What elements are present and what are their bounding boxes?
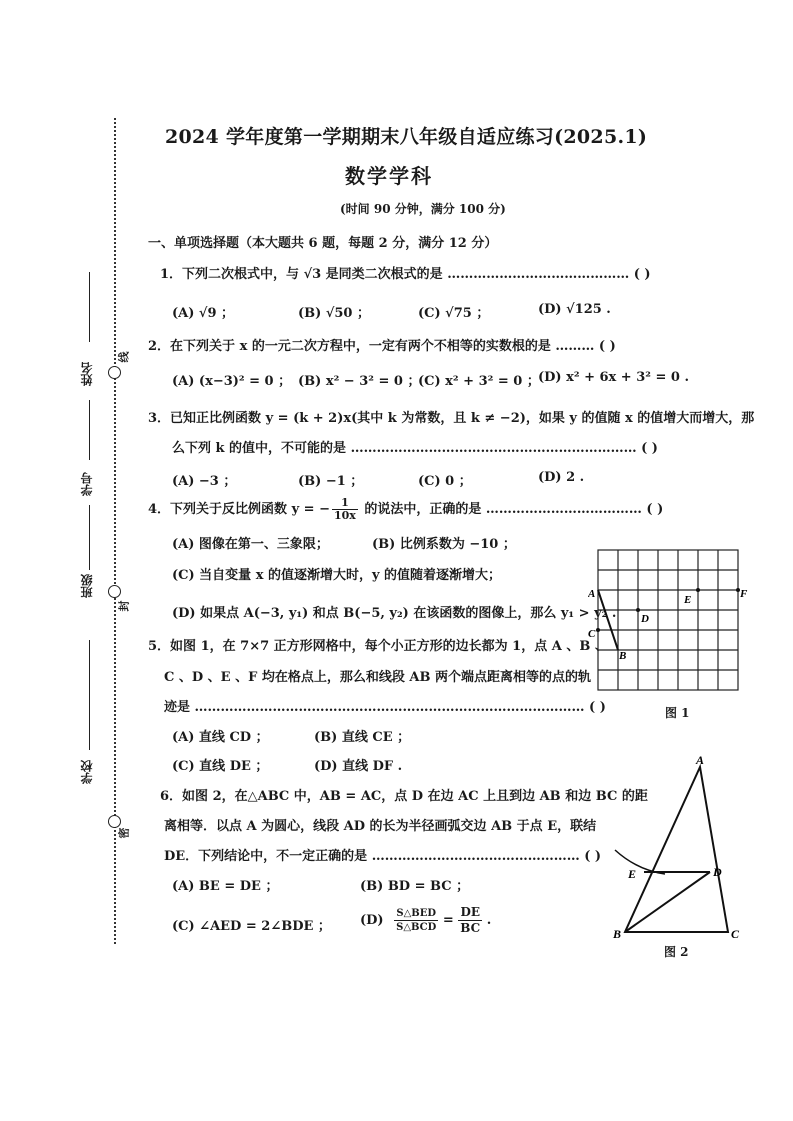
question-6-option-d-fraction-left [394, 907, 438, 934]
name-blank-line [89, 272, 90, 342]
section-heading: 一、单项选择题（本大题共 6 题，每题 2 分，满分 12 分） [148, 236, 498, 251]
exam-title: 2024 学年度第一学期期末八年级自适应练习(2025.1) [165, 126, 648, 148]
question-2-option-c: (C) x² + 3² = 0 ； [418, 374, 540, 389]
question-4-stem-pre: 4．下列关于反比例函数 y = − [148, 502, 330, 517]
point-b-label: B [619, 650, 627, 662]
point-f-label: F [740, 588, 748, 600]
student-id-label: 学号 [80, 472, 94, 496]
question-4-option-a: (A) 图像在第一、三象限； [172, 537, 329, 552]
question-6-option-b: (B) BD = BC ； [360, 879, 470, 894]
seal-char-line: 线 [117, 351, 131, 363]
question-5-stem: 5．如图 1，在 7×7 正方形网格中，每个小正方形的边长都为 1，点 A 、B 、 [148, 639, 608, 654]
question-6-option-d-fraction-right [458, 905, 482, 936]
question-2-stem: 2．在下列关于 x 的一元二次方程中，一定有两个不相等的实数根的是 ……… ( ) [148, 339, 616, 354]
seal-char-seal: 封 [117, 600, 131, 612]
point-e-dot [696, 588, 700, 592]
figure-1-grid [588, 545, 758, 695]
question-6-stem: 6．如图 2，在△ABC 中，AB = AC，点 D 在边 AC 上且到边 AB 和边 BC 的距 [160, 789, 648, 804]
class-label: 班级 [80, 574, 94, 598]
vertex-b-label: B [613, 927, 622, 941]
equals-sign: = [442, 913, 454, 928]
school-blank-line [89, 640, 90, 750]
question-1-stem: 1．下列二次根式中，与 √3 是同类二次根式的是 …………………………………… ( ) [160, 267, 651, 282]
seal-circle-3 [108, 815, 121, 828]
question-4-fraction [332, 497, 358, 522]
vertex-a-label: A [696, 753, 705, 767]
vertex-c-label: C [731, 927, 740, 941]
bc-denominator: BC [460, 921, 481, 935]
question-4-option-c: (C) 当自变量 x 的值逐渐增大时，y 的值随着逐渐增大； [172, 568, 502, 583]
question-6-option-d-label: (D) [360, 913, 384, 928]
triangle-abc [625, 767, 728, 932]
point-e-label: E [684, 594, 692, 606]
grid-lines [598, 550, 738, 690]
question-5-option-d: (D) 直线 DF . [314, 759, 403, 774]
area-bed-numerator: S△BED [394, 907, 438, 921]
question-6-option-a: (A) BE = DE ； [172, 879, 279, 894]
subject-title: 数学学科 [345, 164, 433, 188]
point-d-label: D [641, 613, 649, 625]
point-d-dot [636, 608, 640, 612]
question-1-option-a: (A) √9 ； [172, 306, 235, 321]
question-4-stem [148, 497, 663, 522]
figure-2-caption: 图 2 [664, 945, 689, 959]
question-3-option-b: (B) −1 ； [298, 474, 364, 489]
question-2-option-d: (D) x² + 6x + 3² = 0 . [538, 370, 690, 385]
question-6-option-d [360, 905, 491, 936]
figure-2-triangle [605, 752, 755, 942]
point-e-label: E [628, 867, 637, 881]
question-3-option-a: (A) −3 ； [172, 474, 237, 489]
period: . [486, 913, 492, 928]
seal-circle-1 [108, 366, 121, 379]
question-4-option-b: (B) 比例系数为 −10 ； [372, 537, 516, 552]
figure-1-caption: 图 1 [665, 706, 690, 720]
question-6-stem-line2: 离相等．以点 A 为圆心，线段 AD 的长为半径画弧交边 AB 于点 E，联结 [164, 819, 597, 834]
question-3-stem: 3．已知正比例函数 y = (k + 2)x(其中 k 为常数，且 k ≠ −2)，如果 y 的值随 x 的值增大而增大，那 [148, 411, 755, 426]
question-1-option-b: (B) √50 ； [298, 306, 370, 321]
name-label: 姓名 [80, 362, 94, 386]
question-5-stem-line3: 迹是 ……………………………………………………………………………… ( ) [164, 700, 606, 715]
seal-char-tight: 密 [117, 827, 131, 839]
question-3-stem-line2: 么下列 k 的值中，不可能的是 ………………………………………………………… ( ) [172, 441, 658, 456]
question-3-option-c: (C) 0 ； [418, 474, 472, 489]
question-5-option-a: (A) 直线 CD ； [172, 730, 269, 745]
question-1-option-c: (C) √75 ； [418, 306, 490, 321]
school-label: 学校 [80, 760, 94, 784]
question-1-option-d: (D) √125 . [538, 302, 611, 317]
point-a-label: A [588, 588, 596, 600]
question-4-fraction-denominator: 10x [333, 509, 356, 522]
question-4-stem-post: 的说法中，正确的是 ……………………………… ( ) [359, 502, 664, 517]
question-3-option-d: (D) 2 . [538, 470, 585, 485]
question-4-option-d: (D) 如果点 A(−3, y₁) 和点 B(−5, y₂) 在该函数的图像上，那么 y₁ > y₂ . [172, 606, 617, 621]
student-id-blank-line [89, 400, 90, 460]
de-numerator: DE [458, 905, 482, 921]
class-blank-line [89, 505, 90, 570]
point-c-dot [596, 628, 600, 632]
question-2-option-b: (B) x² − 3² = 0 ； [298, 374, 421, 389]
question-6-stem-line3: DE．下列结论中，不一定正确的是 ………………………………………… ( ) [164, 849, 602, 864]
question-4-fraction-numerator: 1 [332, 497, 358, 510]
question-5-option-b: (B) 直线 CE ； [314, 730, 411, 745]
question-2-option-a: (A) (x−3)² = 0 ； [172, 374, 292, 389]
point-d-label: D [713, 865, 722, 879]
question-6-option-c: (C) ∠AED = 2∠BDE ； [172, 919, 331, 934]
segment-ab [598, 590, 618, 650]
time-note: (时间 90 分钟，满分 100 分) [340, 202, 506, 216]
area-bcd-denominator: S△BCD [396, 922, 437, 933]
question-5-option-c: (C) 直线 DE ； [172, 759, 269, 774]
seal-circle-2 [108, 585, 121, 598]
point-c-label: C [588, 628, 596, 640]
question-5-stem-line2: C 、D 、E 、F 均在格点上，那么和线段 AB 两个端点距离相等的点的轨 [164, 670, 591, 685]
